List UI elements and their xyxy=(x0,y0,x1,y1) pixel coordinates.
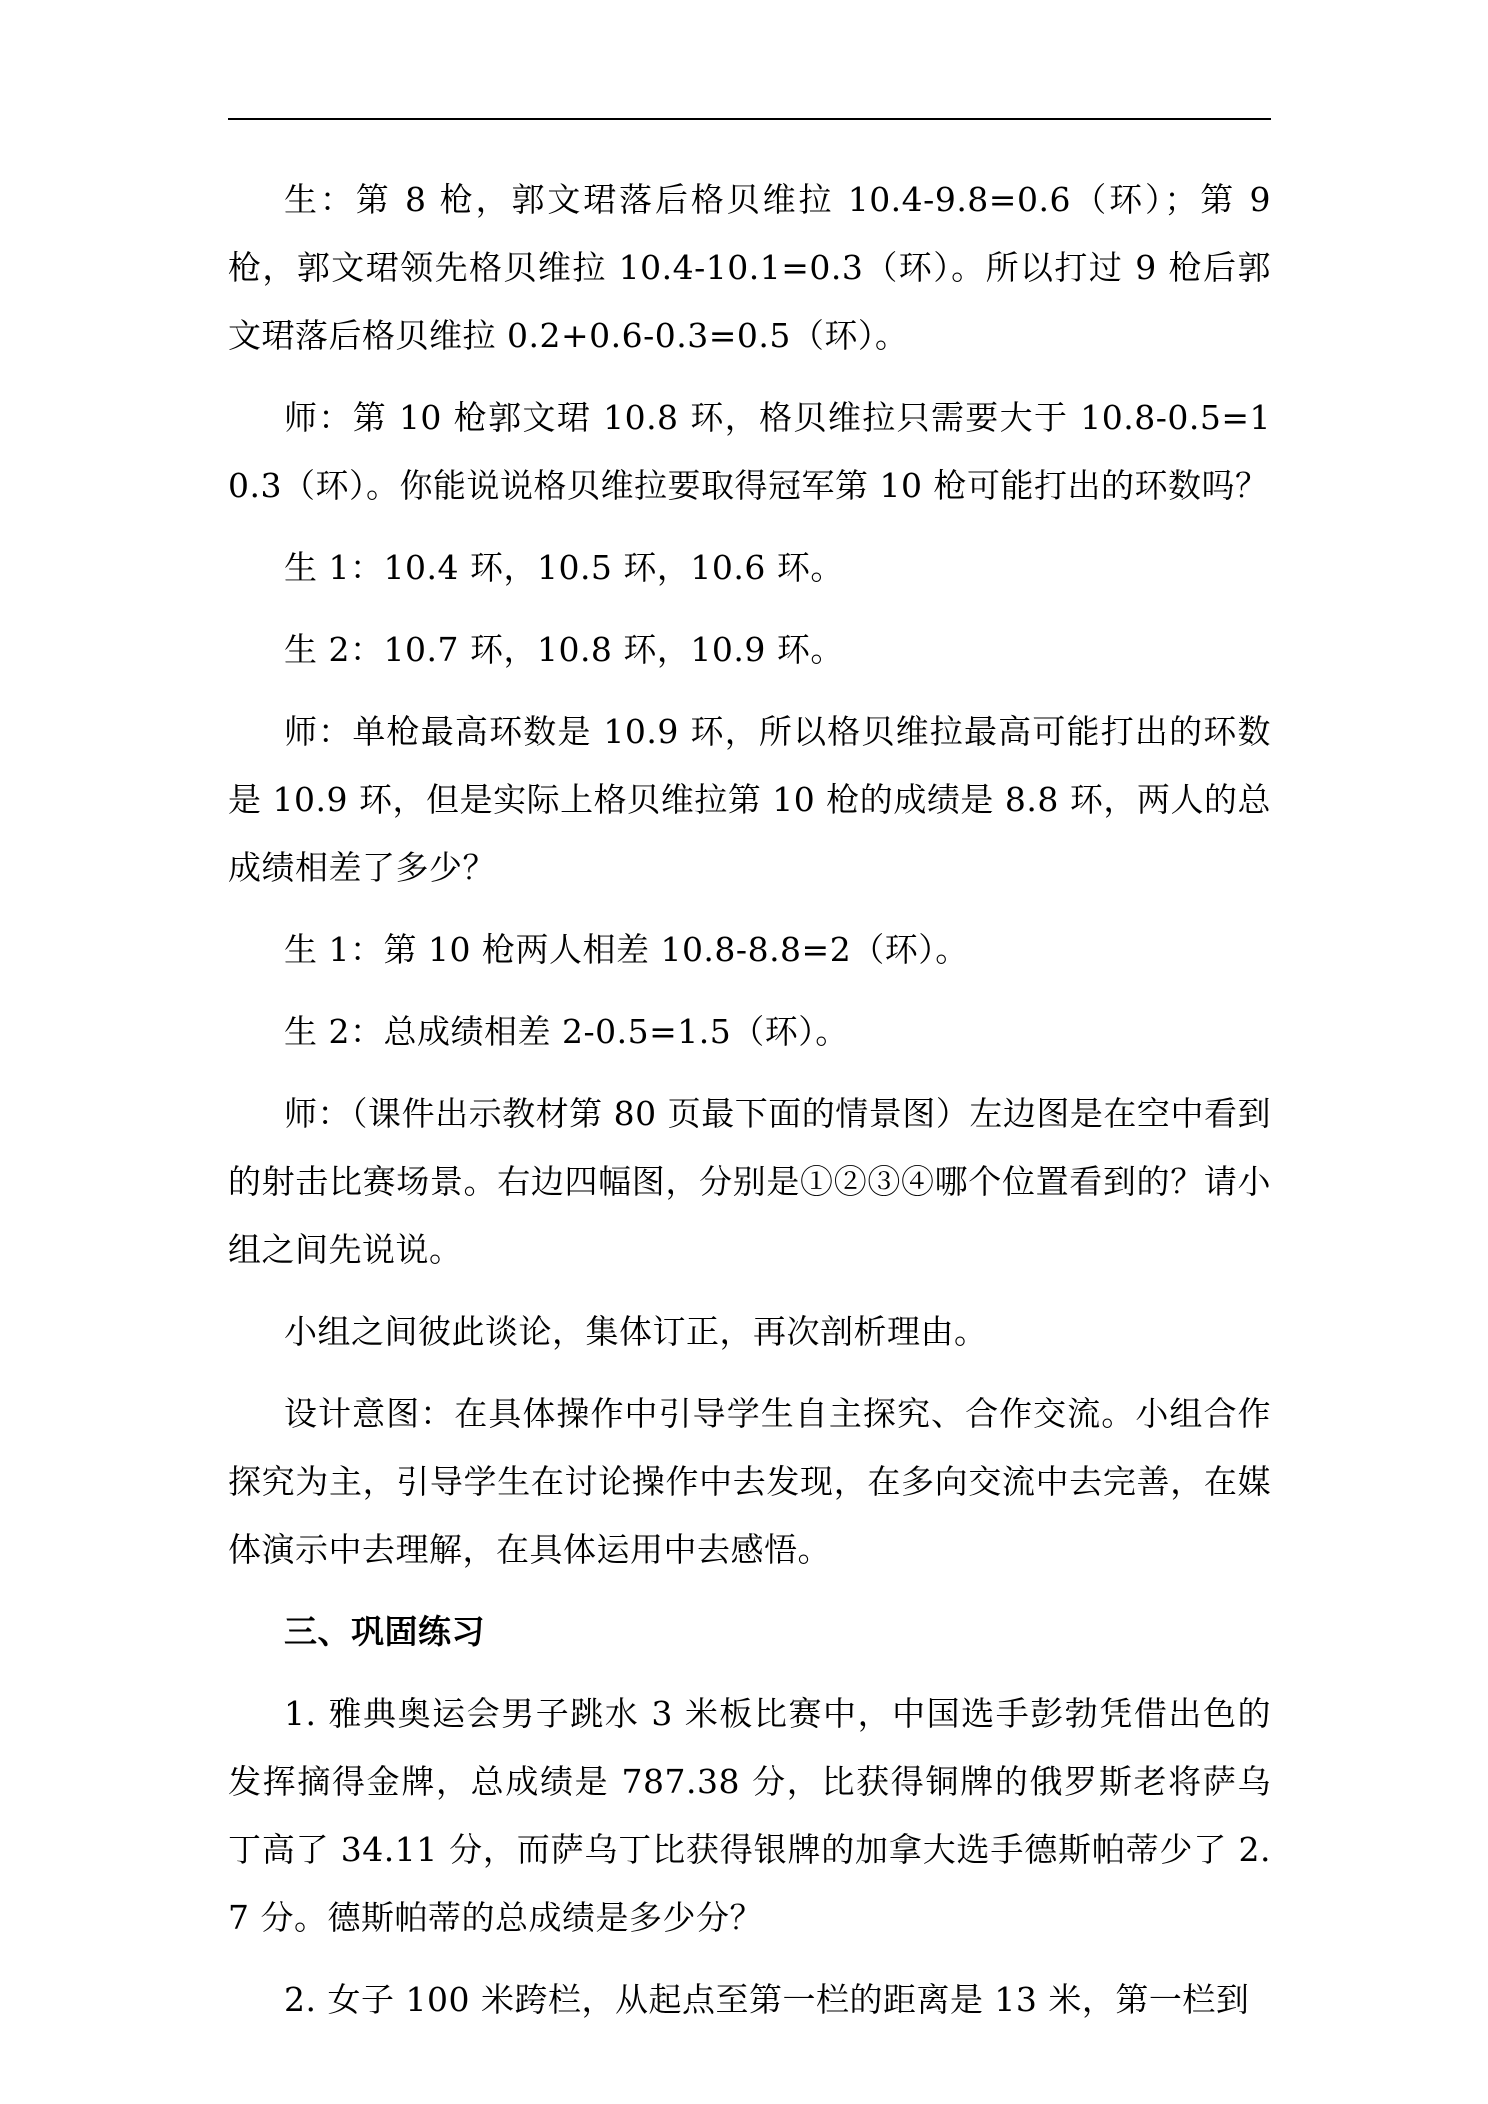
paragraph-student-calc: 生：第 8 枪，郭文珺落后格贝维拉 10.4-9.8=0.6（环）；第 9 枪，郭文珺领先格贝维拉 10.4-10.1=0.3（环）。所以打过 9 枪后郭文珺落后格贝维拉 0.2+0.6-0.3=0.5（环）。 xyxy=(228,180,1271,355)
paragraph-teacher-question: 师：第 10 枪郭文珺 10.8 环，格贝维拉只需要大于 10.8-0.5=10.3（环）。你能说说格贝维拉要取得冠军第 10 枪可能打出的环数吗？ xyxy=(228,398,1271,505)
paragraph-student1-difference: 生 1：第 10 枪两人相差 10.8-8.8=2（环）。 xyxy=(284,930,969,969)
paragraph-student2-answer: 生 2：10.7 环，10.8 环，10.9 环。 xyxy=(284,630,844,669)
header-rule xyxy=(228,118,1271,120)
paragraph-group-discussion: 小组之间彼此谈论，集体订正，再次剖析理由。 xyxy=(284,1312,988,1351)
paragraph-design-intent: 设计意图：在具体操作中引导学生自主探究、合作交流。小组合作探究为主，引导学生在讨论操作中去发现，在多向交流中去完善，在媒体演示中去理解，在具体运用中去感悟。 xyxy=(228,1394,1271,1569)
section-heading-practice: 三、巩固练习 xyxy=(284,1612,485,1651)
paragraph-exercise-2: 2. 女子 100 米跨栏，从起点至第一栏的距离是 13 米，第一栏到 xyxy=(284,1980,1250,2019)
document-body xyxy=(228,166,1271,2048)
paragraph-teacher-scene: 师：（课件出示教材第 80 页最下面的情景图）左边图是在空中看到的射击比赛场景。右边四幅图，分别是①②③④哪个位置看到的？请小组之间先说说。 xyxy=(228,1094,1271,1269)
paragraph-student1-answer: 生 1：10.4 环，10.5 环，10.6 环。 xyxy=(284,548,844,587)
paragraph-student2-total: 生 2：总成绩相差 2-0.5=1.5（环）。 xyxy=(284,1012,849,1051)
paragraph-teacher-max-score: 师：单枪最高环数是 10.9 环，所以格贝维拉最高可能打出的环数是 10.9 环，但是实际上格贝维拉第 10 枪的成绩是 8.8 环，两人的总成绩相差了多少？ xyxy=(228,712,1271,887)
paragraph-exercise-1: 1. 雅典奥运会男子跳水 3 米板比赛中，中国选手彭勃凭借出色的发挥摘得金牌，总成绩是 787.38 分，比获得铜牌的俄罗斯老将萨乌丁高了 34.11 分，而萨乌丁比获得银牌的加拿大选手德斯帕蒂少了 2.7 分。德斯帕蒂的总成绩是多少分？ xyxy=(228,1694,1271,1937)
